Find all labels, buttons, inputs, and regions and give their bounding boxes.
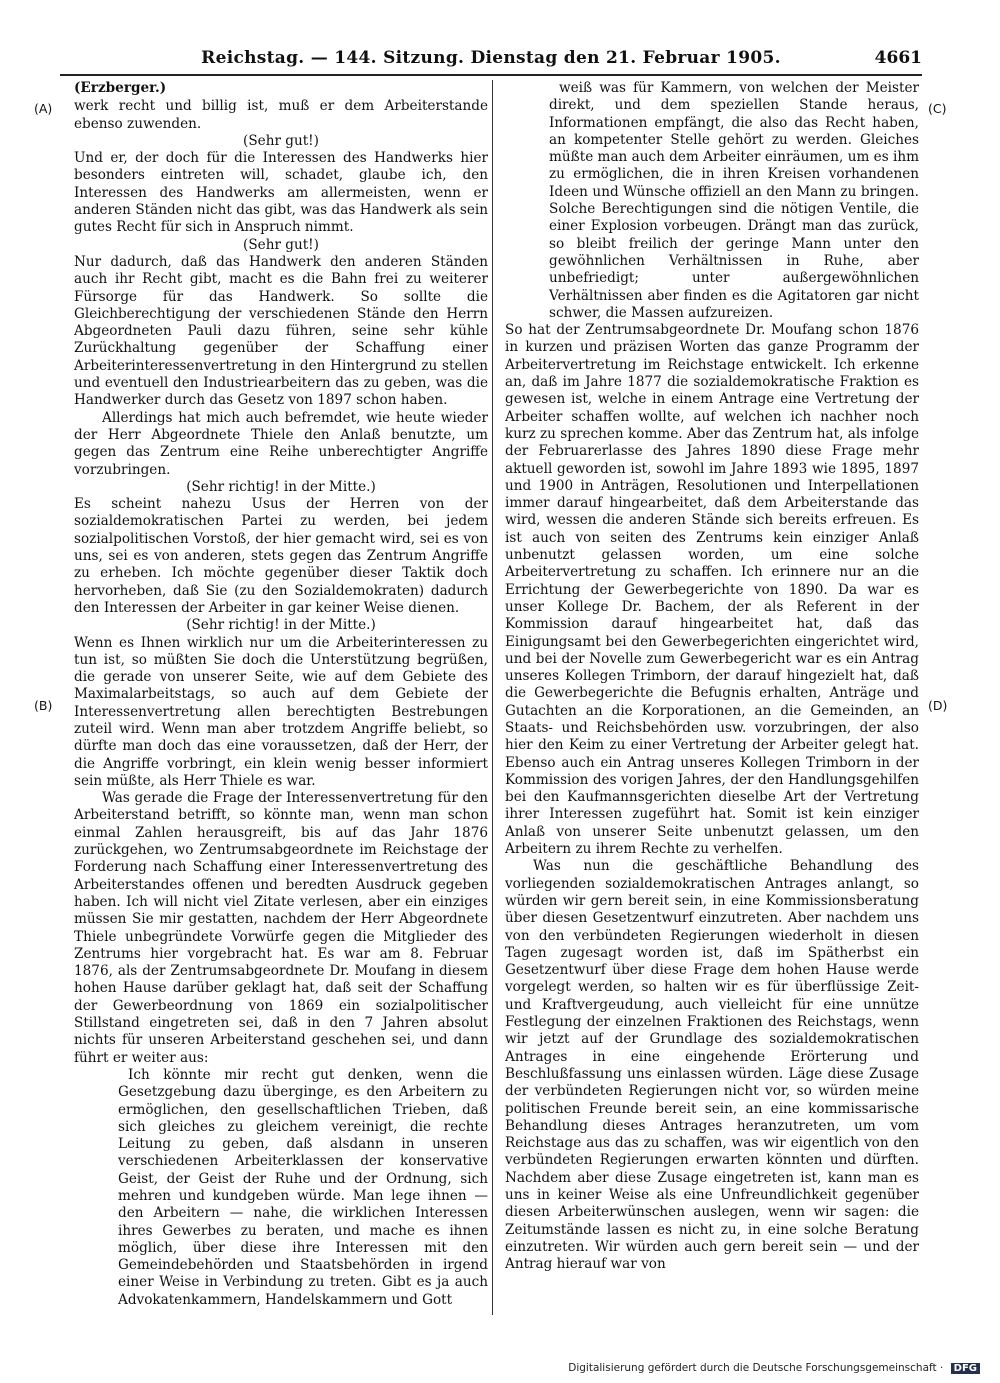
column-divider <box>492 80 493 1315</box>
paragraph: Was gerade die Frage der Interessenvertretung für den Arbeiterstand betrifft, so könnte man, wenn man schon einmal Zahlen herausgreift, bis auf das Jahr 1876 zurückgehen, wo Zentrumsabgeordnete im Reichstage der Forderung nach Schaffung einer Interessenvertretung des Arbeiterstandes offenen und beredten Ausdruck gegeben haben. Ich will nicht viel Zitate verlesen, aber ein einziges müssen Sie mir gestatten, nachdem der Herr Abgeordnete Thiele unbegründete Vorwürfe gegen die Mitglieder des Zentrums hier vorgebracht hat. Es war am 8. Februar 1876, als der Zentrumsabgeordnete Dr. Moufang in diesem hohen Hause darüber geklagt hat, daß seit der Schaffung der Gewerbeordnung von 1869 ein sozialpolitischer Stillstand eingetreten sei, daß in den 7 Jahren absolut nichts für unseren Arbeiterstand geschehen sei, und dann führt er weiter aus: <box>74 790 488 1066</box>
paragraph: Allerdings hat mich auch befremdet, wie heute wieder der Herr Abgeordnete Thiele den Anlaß benutzte, um gegen das Zentrum eine Reihe unberechtigter Angriffe vorzubringen. <box>74 409 488 478</box>
page-header <box>60 46 922 76</box>
paragraph: Nur dadurch, daß das Handwerk den anderen Ständen auch ihr Recht gibt, macht es die Bahn frei zu weiterer Fürsorge für das Handwerk. So sollte die Gleichberechtigung der verschiedenen Stände den Herrn Abgeordneten Pauli dazu führen, seine sehr kühle Zurückhaltung gegenüber der Schaffung einer Arbeiterinteressenvertretung in den Hintergrund zu stellen und eventuell den Industriearbeitern das zu geben, was die Handwerker durch das Gesetz von 1897 schon haben. <box>74 253 488 409</box>
quotation: Ich könnte mir recht gut denken, wenn die Gesetzgebung dazu überginge, es den Arbeitern zu ermöglichen, den gesellschaftlichen Trieben, daß sich gleiches zu gleichem vereinigt, die rechte Leitung zu geben, daß alsdann in unseren verschiedenen Arbeiterklassen der konservative Geist, der Geist der Ruhe und der Ordnung, sich mehren und kundgeben würde. Man lege ihnen — den Arbeitern — nahe, die wirklichen Interessen ihres Gewerbes zu beraten, und mache es ihnen möglich, über diese ihre Interessen mit den Gemeindebehörden und Staatsbehörden in irgend einer Weise in Verbindung zu treten. Gibt es ja auch Advokatenkammern, Handelskammern und Gott <box>118 1066 488 1308</box>
paragraph: Was nun die geschäftliche Behandlung des vorliegenden sozialdemokratischen Antrages anlangt, so würden wir gern bereit sein, in eine Kommissionsberatung über diesen Gesetzentwurf einzutreten. Aber nachdem uns von den verbündeten Regierungen wiederholt in diesen Tagen zugesagt worden ist, daß im Spätherbst ein Gesetzentwurf über diese Frage dem hohen Hause werde vorgelegt werden, so halten wir es für überflüssige Zeit- und Kraftvergeudung, auch vielleicht für eine unnütze Festlegung der einzelnen Fraktionen des Reichstags, wenn wir jetzt auf der Grundlage des sozialdemokratischen Antrages in eine eingehende Erörterung und Beschlußfassung uns einlassen würden. Läge diese Zusage der verbündeten Regierungen nicht vor, so würden meine politischen Freunde bereit sein, an eine kommissarische Behandlung dieses Antrages heranzutreten, um vom Reichstage aus das zu schaffen, was wir eigentlich von den verbündeten Regierungen erwarten könnten und dürften. Nachdem aber diese Zusage eingetreten ist, kann man es uns in keiner Weise als eine Unfreundlichkeit gegenüber diesen Arbeiterwünschen auslegen, wenn wir sagen: die Zeitumstände lassen es nicht zu, in eine solche Beratung einzutreten. Wir würden auch gern bereit sein — und der Antrag hierauf war von <box>505 858 919 1273</box>
left-column <box>74 80 488 1320</box>
dfg-logo: DFG <box>951 1363 980 1374</box>
remark: (Sehr gut!) <box>243 132 319 149</box>
paragraph: Wenn es Ihnen wirklich nur um die Arbeiterinteressen zu tun ist, so müßten Sie doch die Unterstützung begrüßen, die gerade von unserer Seite, wie auf dem Gebiete des Maximalarbeitstags, so auch auf dem Gebiete der Interessenvertretung allen berechtigten Bestrebungen zuteil wird. Wenn man aber trotzdem Angriffe beliebt, so dürfte man doch das eine voraussetzen, daß der Herr, der die Angriffe vorbringt, ein klein wenig besser informiert sein müßte, als Herr Thiele es war. <box>74 634 488 789</box>
quotation: weiß was für Kammern, von welchen der Meister direkt, und dem speziellen Stande heraus, Informationen empfängt, die also das Recht haben, an kompetenter Stelle gehört zu werden. Gleiches müßte man auch dem Arbeiter einräumen, um es ihm zu ermöglichen, die in ihren Kreisen vorhandenen Ideen und Wünsche offiziell an den Mann zu bringen. Solche Berechtigungen sind die nötigen Ventile, die einer Explosion vorbeugen. Drängt man das zurück, so bleibt freilich der geringe Mann unter den gewöhnlichen Verhältnissen in Ruhe, aber unbefriedigt; unter außergewöhnlichen Verhältnissen aber finden es die Agitatoren gar nicht schwer, die Massen aufzureizen. <box>549 80 919 321</box>
margin-marker-d: (D) <box>928 698 948 713</box>
speaker-name: (Erzberger.) <box>74 80 167 96</box>
remark: (Sehr richtig! in der Mitte.) <box>186 478 376 495</box>
footer-credit <box>568 1362 980 1374</box>
margin-marker-a: (A) <box>34 101 53 116</box>
paragraph: So hat der Zentrumsabgeordnete Dr. Moufang schon 1876 in kurzen und präzisen Worten das ganze Programm der Arbeitervertretung im Reichstage entwickelt. Ich erkenne an, daß im Jahre 1877 die sozialdemokratische Fraktion es gewesen ist, welche in einem Antrage eine Vertretung der Arbeiter schaffen wollte, auf welchen ich nachher noch kurz zu sprechen komme. Aber das Zentrum hat, als infolge der Februarerlasse des Jahres 1890 diese Frage mehr aktuell geworden ist, sowohl im Jahre 1893 wie 1895, 1897 und 1900 in Anträgen, Resolutionen und Interpellationen immer darauf hingearbeitet, daß dem Arbeiterstande das wird, wessen die anderen Stände sich bereits erfreuen. Es ist auch von seiten des Zentrums kein einziger Anlaß unbenutzt gelassen worden, um eine solche Arbeitervertretung zu schaffen. Ich erinnere nur an die Errichtung der Gewerbegerichte von 1890. Da war es unser Kollege Dr. Bachem, der als Referent in der Kommission darauf hingearbeitet hat, daß das Einigungsamt bei den Gewerbegerichten eingerichtet wird, und bei der Novelle zum Gewerbegericht war es ein Antrag unseres Kollegen Trimborn, der darauf hingezielt hat, daß die Gewerbegerichte die Befugnis erhalten, Anträge und Gutachten an die Korporationen, an die Gemeinden, an Staats- und Reichsbehörden usw. vorzubringen, der also hier den Keim zu einer Vertretung der Arbeiter gelegt hat. Ebenso auch ein Antrag unseres Kollegen Trimborn in der Kommission des vorigen Jahres, der den Handlungsgehilfen bei den Kaufmannsgerichten dieselbe Art der Vertretung ihrer Interessen zugeführt hat. Somit ist kein einziger Anlaß von unserer Seite unbenutzt gelassen, um den Arbeitern zu ihrem Rechte zu verhelfen. <box>505 322 919 858</box>
remark: (Sehr gut!) <box>243 236 319 253</box>
remark: (Sehr richtig! in der Mitte.) <box>186 617 376 634</box>
header-title: Reichstag. — 144. Sitzung. Dienstag den 21. Februar 1905. <box>201 48 781 68</box>
paragraph: werk recht und billig ist, muß er dem Arbeiterstande ebenso zuwenden. <box>74 98 488 132</box>
margin-marker-c: (C) <box>928 101 947 116</box>
page-number: 4661 <box>874 48 922 68</box>
footer-text: Digitalisierung gefördert durch die Deutsche Forschungsgemeinschaft · <box>568 1362 944 1374</box>
margin-marker-b: (B) <box>34 698 53 713</box>
right-column <box>505 80 919 1320</box>
paragraph: Es scheint nahezu Usus der Herren von der sozialdemokratischen Partei zu werden, bei jedem sozialpolitischen Vorstoß, der hier gemacht wird, sei es von uns, sei es von anderen, stets gegen das Zentrum Angriffe zu erheben. Ich möchte gegenüber dieser Taktik doch hervorheben, daß Sie (zu den Sozialdemokraten) dadurch den Interessen der Arbeiter in gar keiner Weise dienen. <box>74 496 488 616</box>
paragraph: Und er, der doch für die Interessen des Handwerks hier besonders eintreten will, schadet, glaube ich, den Interessen des Handwerks am allermeisten, wenn er anderen Ständen nicht das gibt, was das Handwerk als sein gutes Recht für sich in Anspruch nimmt. <box>74 150 488 236</box>
